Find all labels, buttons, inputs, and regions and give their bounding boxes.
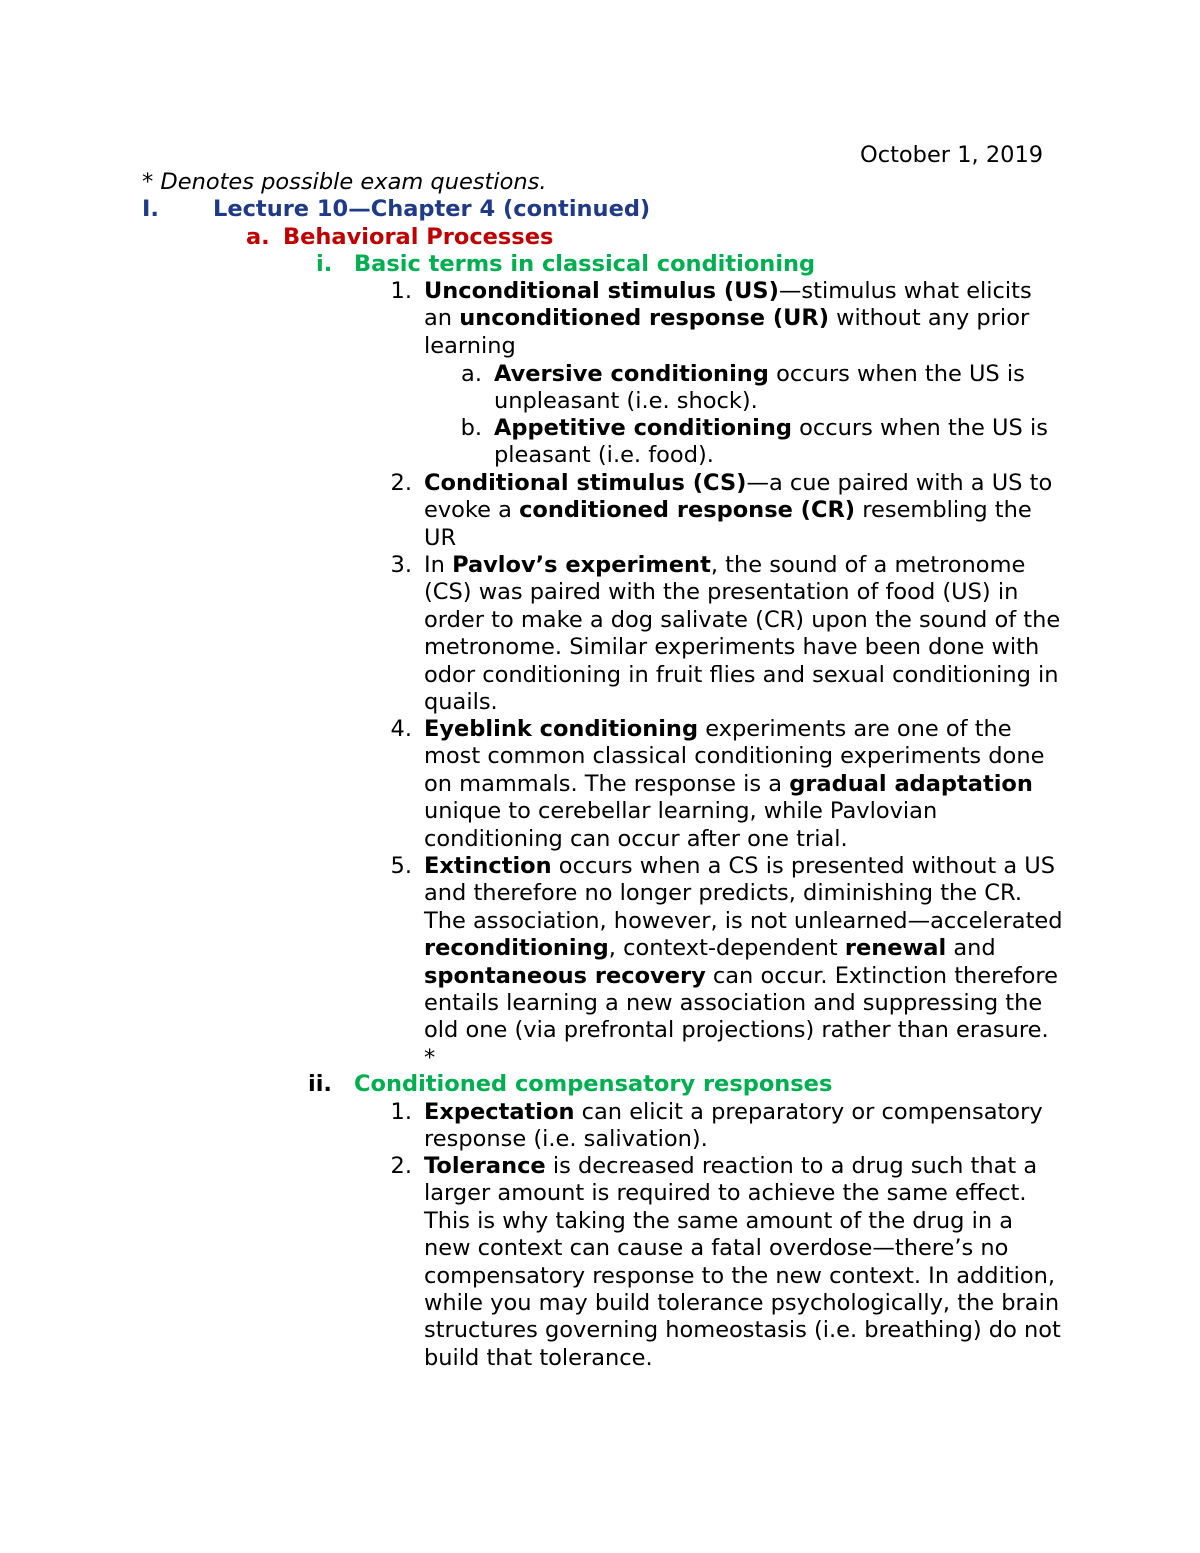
- list-item-marker: b.: [460, 415, 482, 441]
- list-item-text: In Pavlov’s experiment, the sound of a metronome (CS) was paired with the presentation of food (US) in order to make a dog salivate (CR) upon the sound of the metronome. Similar experiments have been done with odor conditioning in fruit flies and sexual conditioning in quails.: [424, 552, 1061, 716]
- term-renewal: renewal: [844, 935, 947, 962]
- heading-section-marker: a.: [246, 224, 270, 250]
- list-item-marker: a.: [461, 361, 482, 387]
- list-item-text: Conditional stimulus (CS)—a cue paired with a US to evoke a conditioned response (CR) resembling the UR: [424, 470, 1053, 551]
- heading-lecture-text: Lecture 10—Chapter 4 (continued): [213, 196, 651, 222]
- term-reconditioning: reconditioning: [424, 935, 609, 962]
- list-item: [370, 716, 1064, 853]
- list-item-text: Extinction occurs when a CS is presented without a US and therefore no longer predicts, diminishing the CR. The association, however, is not unlearned—accelerated reconditioning, context-dependent renewal and spontaneous recovery can occur. Extinction therefore entails learning a new association and suppressing the old one (via prefrontal projections) rather than erasure. *: [424, 853, 1063, 1071]
- heading-subsection-text: Basic terms in classical conditioning: [354, 251, 816, 277]
- list-item-marker: 1.: [390, 278, 412, 304]
- heading-subsection-compensatory: [308, 1071, 832, 1098]
- list-item: [440, 415, 1064, 470]
- list-item: [370, 470, 1064, 552]
- list-item-text: Appetitive conditioning occurs when the US is pleasant (i.e. food).: [494, 415, 1048, 469]
- list-item-text: Eyeblink conditioning experiments are one of the most common classical conditioning experiments done on mammals. The response is a gradual adaptation unique to cerebellar learning, while Pavlovian conditioning can occur after one trial.: [424, 716, 1045, 852]
- list-item: [370, 278, 1064, 360]
- list-item-text: Expectation can elicit a preparatory or compensatory response (i.e. salivation).: [424, 1099, 1043, 1153]
- term-conditioned-response: conditioned response (CR): [519, 497, 856, 524]
- list-item: [370, 1099, 1064, 1154]
- list-item: [370, 1153, 1064, 1372]
- document-date: October 1, 2019: [860, 142, 1044, 168]
- term-appetitive-conditioning: Appetitive conditioning: [494, 415, 792, 441]
- term-unconditioned-response: unconditioned response (UR): [459, 305, 829, 332]
- list-item-marker: 2.: [390, 1153, 412, 1179]
- term-conditional-stimulus: Conditional stimulus (CS): [424, 470, 747, 496]
- term-gradual-adaptation: gradual adaptation: [789, 770, 1033, 797]
- list-item-text: Tolerance is decreased reaction to a drug such that a larger amount is required to achieve the same effect. This is why taking the same amount of the drug in a new context can cause a fatal overdose—there’s no compensatory response to the new context. In addition, while you may build tolerance psychologically, the brain structures governing homeostasis (i.e. breathing) do not build that tolerance.: [424, 1153, 1061, 1371]
- heading-subsection-text: Conditioned compensatory responses: [354, 1071, 833, 1097]
- list-item-marker: 1.: [390, 1099, 412, 1125]
- heading-section: [246, 224, 553, 251]
- list-item-text: Aversive conditioning occurs when the US is unpleasant (i.e. shock).: [494, 361, 1025, 415]
- list-item-marker: 5.: [390, 853, 412, 879]
- heading-subsection-basic-terms: [312, 251, 815, 278]
- heading-lecture: [142, 196, 650, 223]
- heading-subsection-marker: i.: [316, 251, 333, 277]
- term-unconditional-stimulus: Unconditional stimulus (US): [424, 278, 779, 304]
- heading-subsection-marker: ii.: [308, 1071, 332, 1097]
- list-item-marker: 4.: [390, 716, 412, 742]
- exam-note: * Denotes possible exam questions.: [142, 169, 547, 195]
- term-extinction: Extinction: [424, 853, 552, 879]
- list-item-text: Unconditional stimulus (US)—stimulus what elicits an unconditioned response (UR) without any prior learning: [424, 278, 1032, 359]
- term-tolerance: Tolerance: [424, 1153, 546, 1179]
- list-item-marker: 2.: [390, 470, 412, 496]
- term-expectation: Expectation: [424, 1099, 575, 1125]
- list-item: [440, 361, 1064, 416]
- term-spontaneous-recovery: spontaneous recovery: [424, 962, 706, 989]
- term-eyeblink-conditioning: Eyeblink conditioning: [424, 716, 699, 742]
- term-pavlovs-experiment: Pavlov’s experiment: [452, 552, 711, 578]
- heading-lecture-marker: I.: [142, 196, 159, 222]
- list-item: [370, 853, 1064, 1072]
- heading-section-text: Behavioral Processes: [283, 224, 554, 250]
- list-item: [370, 552, 1064, 716]
- term-aversive-conditioning: Aversive conditioning: [494, 361, 769, 387]
- list-item-marker: 3.: [390, 552, 412, 578]
